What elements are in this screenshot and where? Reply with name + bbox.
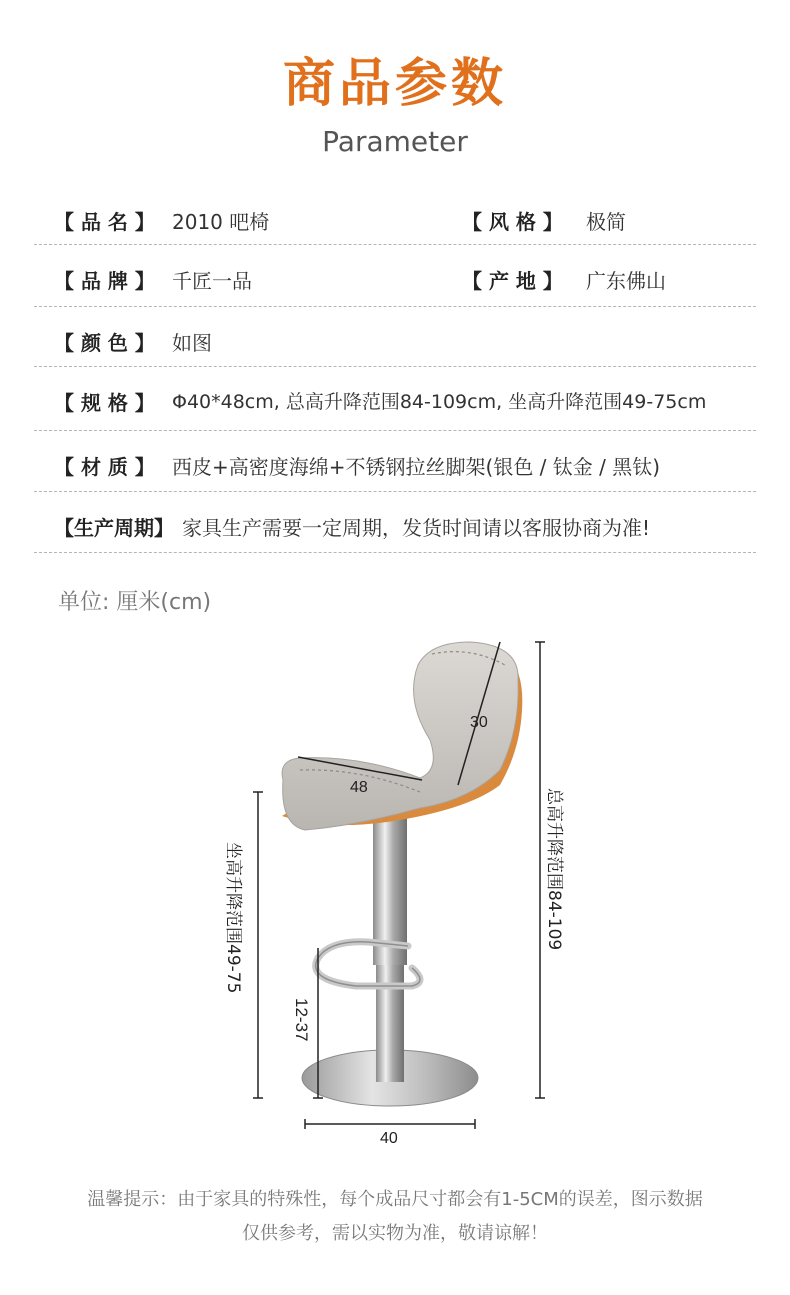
param-label-origin: 【 产 地 】: [462, 269, 563, 293]
seat-width-label: 48: [350, 779, 368, 796]
param-row-production: [34, 492, 756, 553]
param-table: [34, 186, 756, 553]
param-row-material: [34, 431, 756, 492]
total-height-label: 总高升降范围84-109: [544, 788, 564, 951]
param-value-brand: 千匠一品: [172, 269, 252, 293]
param-label-production: 【生产周期】: [54, 516, 174, 540]
param-label-spec: 【 规 格 】: [54, 391, 155, 415]
column-lower: [376, 962, 404, 1082]
param-value-color: 如图: [172, 331, 212, 355]
chair-dimension-diagram: [0, 620, 790, 1150]
param-label-brand: 【 品 牌 】: [54, 269, 155, 293]
unit-label: 单位: 厘米(cm): [58, 590, 212, 615]
param-label-color: 【 颜 色 】: [54, 331, 155, 355]
base-width-label: 40: [380, 1130, 398, 1147]
seat-height-label: 坐高升降范围49-75: [223, 842, 243, 994]
footrest-height-label: 12-37: [292, 998, 311, 1042]
param-row-color: [34, 307, 756, 367]
footer-line-1: 温馨提示：由于家具的特殊性，每个成品尺寸都会有1-5CM的误差，图示数据: [87, 1189, 703, 1210]
page-title: 商品参数: [282, 54, 507, 114]
seat-cushion: [282, 642, 518, 830]
param-value-spec: Φ40*48cm, 总高升降范围84-109cm, 坐高升降范围49-75cm: [172, 391, 707, 413]
param-value-production: 家具生产需要一定周期，发货时间请以客服协商为准!: [182, 516, 651, 540]
param-value-style: 极简: [586, 210, 626, 234]
footer-line-2: 仅供参考，需以实物为准，敬请谅解！: [242, 1223, 548, 1244]
param-label-style: 【 风 格 】: [462, 210, 563, 234]
param-row-brand: [34, 245, 756, 307]
param-row-name: [34, 186, 756, 245]
param-label-material: 【 材 质 】: [54, 455, 155, 479]
param-label-name: 【 品 名 】: [54, 210, 155, 234]
param-row-spec: [34, 367, 756, 431]
back-height-label: 30: [470, 714, 488, 731]
page-subtitle: Parameter: [322, 125, 468, 158]
param-value-origin: 广东佛山: [586, 269, 666, 293]
footer-note: [0, 1183, 790, 1251]
param-value-material: 西皮+高密度海绵+不锈钢拉丝脚架(银色 / 钛金 / 黑钛): [172, 455, 661, 479]
param-value-name: 2010 吧椅: [172, 210, 270, 234]
